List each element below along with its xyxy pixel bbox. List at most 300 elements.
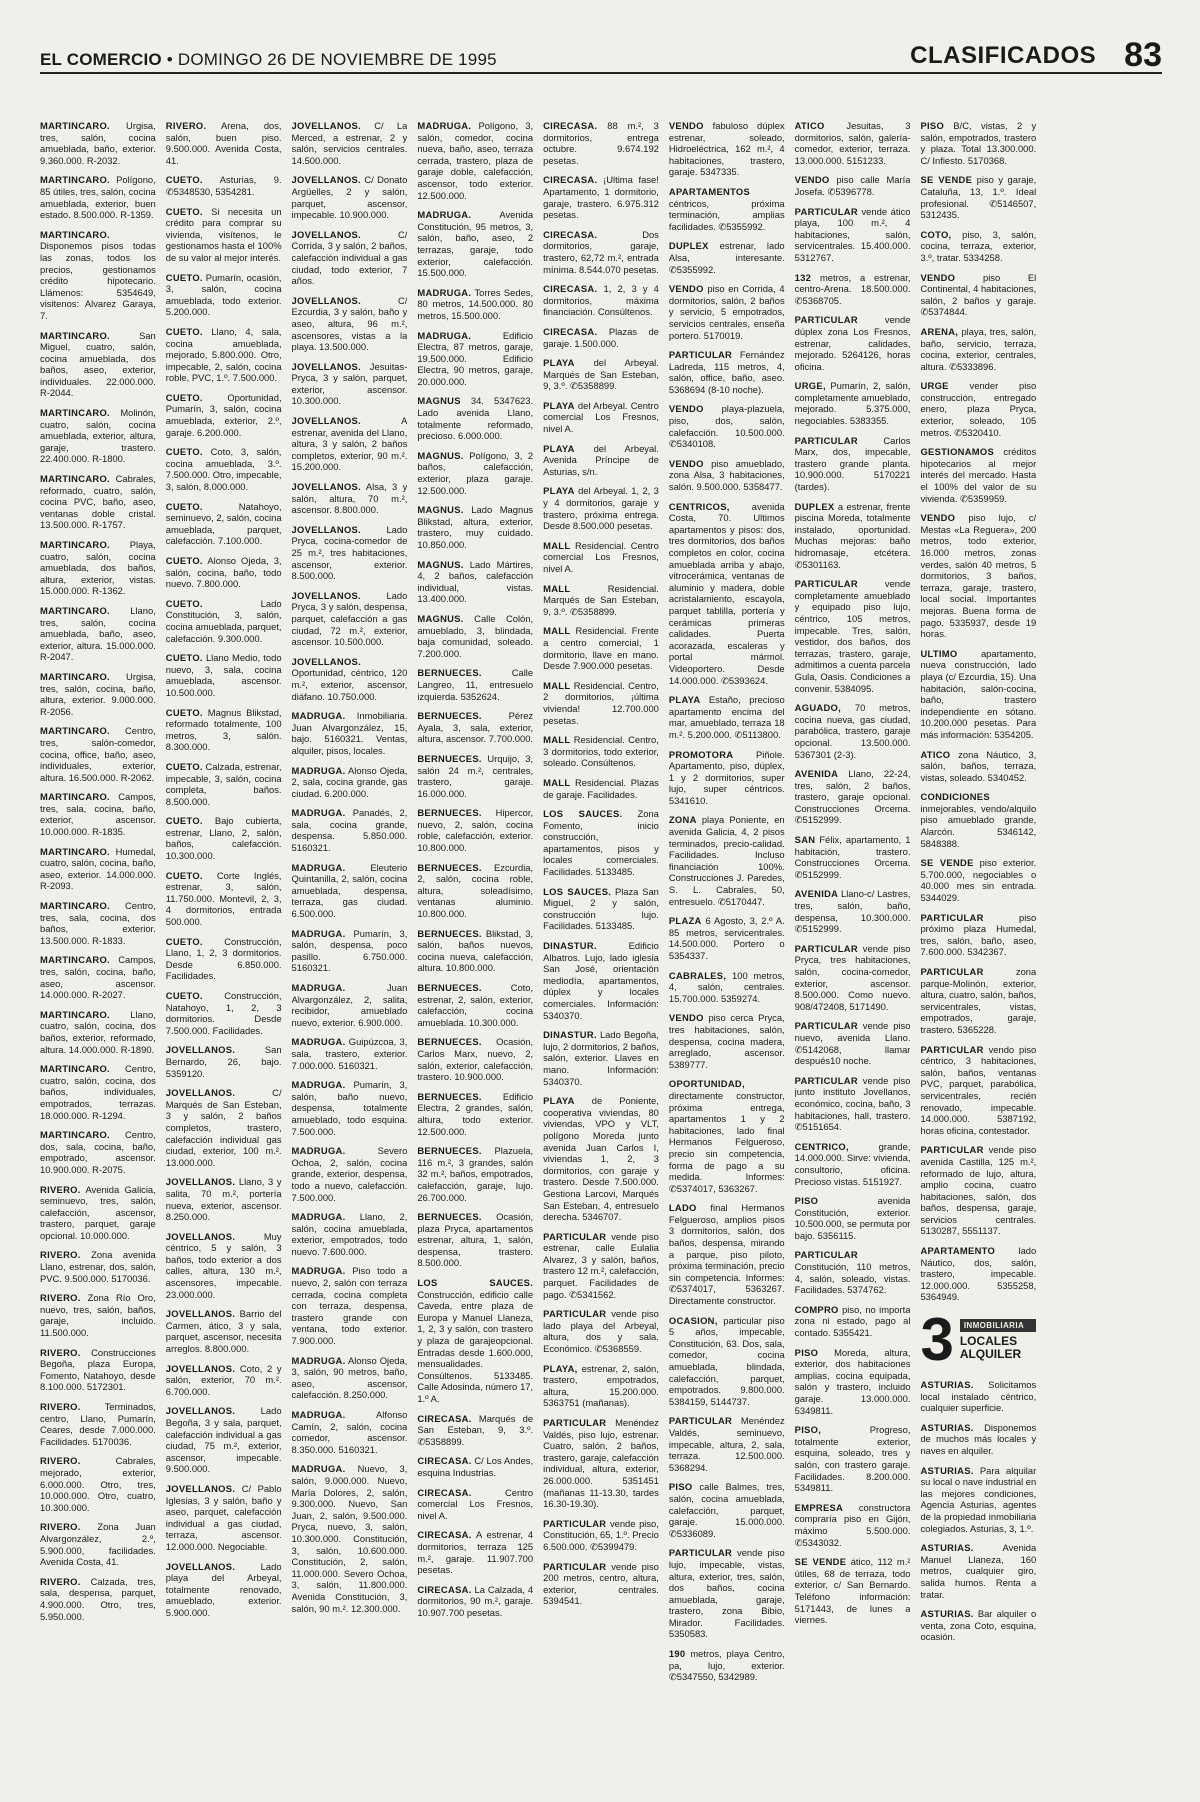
- ad-text: Pumarín, 3, salón, baño nuevo, despensa, totalmente amueblado, todo esquina. 7.500.000.: [291, 1079, 408, 1137]
- ad-keyword: SE VENDE: [920, 857, 974, 869]
- ad-keyword: ASTURIAS.: [920, 1542, 974, 1554]
- classified-ad: [669, 1315, 785, 1408]
- classified-ad: [920, 326, 1036, 372]
- classified-ad: [417, 982, 533, 1028]
- ad-keyword: CABRALES,: [668, 969, 727, 981]
- ad-text: San Bernardo, 26, bajo. 5359120.: [165, 1044, 282, 1079]
- ad-keyword: MAGNUS.: [417, 504, 464, 516]
- classified-ad: [920, 174, 1036, 220]
- classified-ad: [417, 287, 533, 322]
- ad-text: Residencial. Centro, 3 dormitorios, todo exterior, soleado. Consúltenos.: [543, 734, 659, 769]
- classified-ad: [292, 120, 408, 166]
- ad-text: Alfonso Camín, 2, salón, cocina comedor, ascensor. 8.350.000. 5160321.: [291, 1409, 408, 1455]
- classified-ad: [166, 870, 282, 928]
- ad-keyword: MARTINCARO.: [40, 954, 110, 966]
- ad-keyword: JOVELLANOS.: [165, 1308, 236, 1320]
- ad-keyword: CUETO.: [165, 271, 203, 283]
- ad-keyword: LADO: [668, 1202, 697, 1214]
- ad-text: Bajo cubierta, estrenar, Llano, 2, salón, baños, calefacción. 10.300.000.: [165, 815, 282, 862]
- ad-keyword: PARTICULAR: [920, 1043, 984, 1055]
- classified-ad: [920, 272, 1036, 318]
- section-title: CLASIFICADOS: [910, 42, 1097, 69]
- ad-text: piso en Corrida, 4 dormitorios, salón, 2 baños y servicio, 5 empotrados, servicios centrales, enseña portero. 5170019.: [668, 283, 785, 341]
- classified-ad: [795, 1502, 911, 1548]
- column-8: [920, 120, 1036, 1782]
- ad-text: Dos dormitorios, garaje, trastero, 62,72 m.², entrada mínima. 8.544.070 pesetas.: [543, 228, 659, 275]
- ad-keyword: PARTICULAR: [920, 911, 984, 923]
- ad-text: ático, 112 m.² útiles, 68 de terraza, todo exterior, c/ San Bernardo. Teléfono información: 5171443, de lunes a viernes.: [794, 1556, 911, 1626]
- ad-keyword: JOVELLANOS.: [165, 1362, 236, 1374]
- ad-text: C/ Ezcurdia, 3 y salón, baño y aseo, altura, 96 m.², ascensores, vistas a la playa. 13.500.000.: [291, 294, 408, 353]
- classified-ad: [920, 1144, 1036, 1237]
- ad-keyword: LOS SAUCES.: [417, 1277, 534, 1289]
- classified-ad: [166, 392, 282, 438]
- classified-ad: [292, 524, 408, 582]
- ad-text: metros, playa Centro, pa, lujo, exterior. ✆5347550, 5342989.: [668, 1648, 785, 1683]
- ad-keyword: MALL: [543, 625, 571, 637]
- ad-text: Residencial. Frente a centro comercial, 1 dormitorio, llave en mano. Desde 7.900.000 pesetas.: [543, 625, 659, 672]
- ad-keyword: JOVELLANOS.: [291, 174, 362, 186]
- ad-keyword: RIVERO.: [165, 120, 207, 131]
- ad-keyword: MARTINCARO.: [40, 228, 110, 240]
- classified-ad: [40, 1249, 156, 1284]
- issue-date: DOMINGO 26 DE NOVIEMBRE DE 1995: [177, 50, 497, 69]
- classified-ad: [795, 1556, 911, 1626]
- ad-keyword: JOVELLANOS.: [291, 655, 362, 667]
- ad-text: Disponemos de muchos más locales y naves en alquiler.: [920, 1421, 1037, 1456]
- classified-ad: [543, 229, 659, 275]
- ad-keyword: MADRUGA.: [291, 1145, 346, 1157]
- ad-keyword: LOS SAUCES.: [543, 885, 612, 897]
- ad-text: vende dúplex zona Los Fresnos, estrenar, calidades, mejorado. 5264126, horas oficina.: [794, 314, 911, 372]
- ad-keyword: ATICO: [920, 748, 951, 760]
- ad-keyword: MADRUGA.: [291, 982, 346, 993]
- ad-text: playa, tres, salón, baño, servicio, terraza, cocina, exterior, centrales, altura. ✆5333896.: [920, 325, 1037, 372]
- ad-keyword: MARTINCARO.: [40, 473, 110, 485]
- classified-ad: [40, 1184, 156, 1242]
- ad-text: Alonso Ojeda, 3, salón, cocina, baño, todo nuevo. 7.800.000.: [165, 555, 282, 590]
- ad-keyword: CUETO.: [165, 652, 203, 664]
- ad-keyword: PISO: [668, 1481, 693, 1493]
- classified-ad: [40, 1063, 156, 1121]
- classified-ad: [543, 1417, 659, 1510]
- ad-text: Menéndez Valdés, piso lujo, estrenar. Cuatro, salón, 2 baños, trastero, garaje, calefacción individual, altura, exterior, 26.000.000. 5351451 (mañanas 11-13.30, tardes 16.30-19.30).: [543, 1417, 659, 1510]
- ad-text: del Arbeyal. Marqués de San Esteban, 9, 3.º. ✆5358899.: [543, 357, 659, 392]
- ad-text: Calle Langreo, 11, entresuelo izquierda. 5352624.: [417, 667, 534, 702]
- classified-ad: [417, 710, 533, 745]
- ad-text: Blikstad, 3, salón, baños nuevos, cocina nueva, calefacción, altura. 10.800.000.: [417, 927, 534, 974]
- ad-text: Bar alquiler o venta, zona Coto, esquina, ocasión.: [920, 1608, 1037, 1643]
- ad-text: Construcción, edificio calle Caveda, entre plaza de Europa y Manuel Llaneza, 1, 2, 3 y salón, con trastero y plaza de garajeopcional. Entradas desde 1.600.000, mensualidades. Consúltenos. 5133485. Calle Adosinda, número 17, 1.º A.: [417, 1288, 534, 1404]
- ad-text: Construcción, Natahoyo, 1, 2, 3 dormitorios. Desde 7.500.000. Facilidades.: [165, 990, 282, 1036]
- ad-keyword: PARTICULAR: [543, 1230, 607, 1242]
- ad-keyword: VENDO: [668, 403, 704, 415]
- ad-text: Llano, 2, salón, cocina amueblada, exterior, empotrados, todo nuevo. 7.600.000.: [291, 1211, 408, 1257]
- classified-ad: [166, 120, 282, 166]
- ad-text: 100 metros, 4, salón, centrales. 15.700.000. 5359274.: [668, 969, 785, 1004]
- classified-ad: [795, 501, 911, 571]
- classified-ad: [795, 1020, 911, 1066]
- ad-text: Lado playa del Arbeyal, totalmente renovado, amueblado, exterior. 5.900.000.: [165, 1560, 282, 1618]
- ad-text: 88 m.², 3 dormitorios, entrega octubre. 9.674.192 pesetas.: [543, 120, 659, 166]
- bullet: •: [166, 50, 173, 69]
- classified-ad: [920, 512, 1036, 640]
- ad-text: Calle Colón, amueblado, 3, blindada, baja comunidad, soleado. 7.200.000.: [417, 612, 534, 659]
- ad-keyword: VENDO: [920, 512, 956, 524]
- classified-ad: [795, 768, 911, 826]
- ad-keyword: GESTIONAMOS: [920, 446, 995, 458]
- classified-ad: [417, 1584, 533, 1619]
- ad-text: ¡Ultima fase! Apartamento, 1 dormitorio, garaje, trastero. 6.975.312 pesetas.: [543, 174, 659, 221]
- classified-ad: [292, 481, 408, 516]
- ad-text: C/ Los Andes, esquina Industrias.: [417, 1455, 534, 1478]
- ad-keyword: PLAYA: [543, 1095, 575, 1107]
- ad-text: Residencial. Centro comercial Los Fresnos, nivel A.: [543, 539, 659, 574]
- section-banner: [920, 1306, 1036, 1374]
- ad-text: vende piso, Constitución, 65, 1.º. Precio 6.500.000. ✆5399479.: [543, 1517, 659, 1552]
- classified-ad: [417, 807, 533, 853]
- classified-ad: [40, 1455, 156, 1513]
- ad-keyword: RIVERO.: [40, 1575, 81, 1587]
- ad-text: vende piso lado playa del Arbeyal, altura, dos y sala. Económico. ✆5368559.: [543, 1308, 659, 1355]
- ad-text: zona Náutico, 3, salón, baños, terraza, vistas, soleado. 5340452.: [920, 748, 1037, 783]
- ad-text: Constitución, 110 metros, 4, salón, soleado, vistas. Facilidades. 5374762.: [794, 1261, 911, 1296]
- ad-keyword: MADRUGA.: [291, 1036, 346, 1048]
- classified-ad: [920, 229, 1036, 264]
- classified-ad: [920, 1608, 1036, 1643]
- classified-ad: [543, 734, 659, 769]
- classified-ad: [795, 314, 911, 372]
- classified-ad: [166, 1561, 282, 1619]
- classified-ad: [292, 1036, 408, 1071]
- classified-ad: [543, 777, 659, 800]
- classified-ad: [543, 443, 659, 478]
- ad-keyword: RIVERO.: [40, 1401, 81, 1412]
- classified-ad: [543, 1561, 659, 1607]
- ad-text: de Poniente, cooperativa viviendas, 80 viviendas, VPO y VLT, polígono Moreda junto avenida Juan Carlos I, viviendas 1, 2, 3 dormitorios, con garaje y trastero. Desde 7.500.000. Gestiona Larcovi, Marqués San Esteban, 4, entresuelo derecha. 5346707.: [543, 1095, 659, 1223]
- ad-text: Lado Begoña, 3 y sala, parquet, calefacción individual a gas ciudad, 75 m.², exterior, ascensor, impecable. 9.500.000.: [165, 1405, 282, 1475]
- classified-ad: [669, 749, 785, 807]
- ad-keyword: MADRUGA.: [417, 329, 472, 341]
- ad-keyword: PARTICULAR: [668, 349, 733, 361]
- classified-ad: [166, 1176, 282, 1222]
- ad-text: San Miguel, cuatro, salón, cocina amueblada, dos baños, aseo, exterior, individuales. 22.000.000. R-2044.: [40, 329, 156, 399]
- classified-ad: [543, 326, 659, 349]
- column-4: [417, 120, 533, 1782]
- ad-keyword: MARTINCARO.: [40, 407, 110, 419]
- ad-text: vender piso construcción, entregado enero, plaza Pryca, exterior, soleado, 105 metros. ✆5320410.: [920, 380, 1037, 438]
- classified-ad: [920, 912, 1036, 958]
- ad-keyword: SE VENDE: [920, 174, 973, 186]
- ad-text: Polígono, 85 útiles, tres, salón, cocina amueblada, exterior, buen estado. 8.500.000. R-1359.: [40, 174, 156, 221]
- ad-keyword: PARTICULAR: [543, 1560, 607, 1572]
- ad-text: avenida Costa, 70. Ultimos apartamentos y pisos: dos, tres dormitorios, dos baños completos en color, cocina amueblada arriba y abajo, vitrocerámica, ventanas de aluminio y madera, doble acristalamiento, escayola, parquet tablilla, portería y cerámicas primeras calidades. Puerta acorazada, escaleras y portal mármol. Videoportero. Desde 14.000.000. ✆5393624.: [668, 500, 785, 686]
- classified-ad: [795, 1424, 911, 1494]
- classified-ad: [920, 857, 1036, 903]
- ad-keyword: CIRECASA.: [417, 1486, 472, 1498]
- ad-keyword: MARTINCARO.: [40, 1063, 110, 1075]
- ad-keyword: OPORTUNIDAD,: [668, 1078, 745, 1090]
- classified-ad: [543, 583, 659, 618]
- ad-text: Edificio Electra, 2 grandes, salón, altura, todo exterior. 12.500.000.: [417, 1090, 534, 1137]
- ad-text: Llano, 4, sala, cocina amueblada, mejorado, 5.800.000. Otro, impecable, 2, salón, cocina roble, PVC, 1.º. 7.500.000.: [165, 325, 282, 384]
- ad-text: Lado Magnus Blikstad, altura, exterior, trastero, muy cuidado. 10.850.000.: [417, 504, 534, 550]
- ad-text: playa-plazuela, piso, dos, salón, calefacción. 10.500.000. ✆5340108.: [668, 403, 785, 450]
- ad-keyword: ARENA,: [920, 325, 959, 337]
- classified-ad: [795, 1141, 911, 1187]
- ad-keyword: DUPLEX: [668, 240, 709, 252]
- ad-keyword: MADRUGA.: [291, 1409, 346, 1420]
- ad-keyword: PARTICULAR: [794, 434, 858, 446]
- ad-text: Pérez Ayala, 3, sala, exterior, altura, ascensor. 7.700.000.: [417, 710, 534, 745]
- ad-keyword: VENDO: [668, 120, 704, 131]
- ad-text: particular piso 5 años, impecable, Constitución, 63. Dos, sala, comedor, cocina amueblada, blindada, calefacción, parquet, empotrados. 9.800.000. 5384159, 5144737.: [668, 1314, 785, 1407]
- ad-keyword: ASTURIAS.: [920, 1379, 974, 1391]
- ad-keyword: JOVELLANOS.: [165, 1560, 236, 1572]
- classified-ad: [543, 1308, 659, 1354]
- ad-text: Arena, dos, salón, buen piso. 9.500.000. Avenida Costa, 41.: [165, 120, 282, 166]
- classified-ad: [292, 710, 408, 756]
- ad-text: 6 Agosto, 3, 2.º A. 85 metros, servicentrales. 14.500.000. Portero o 5354337.: [668, 915, 785, 961]
- classified-ad: [920, 648, 1036, 741]
- ad-keyword: PLAZA: [668, 915, 702, 927]
- column-7: [795, 120, 911, 1782]
- banner-number: 3: [920, 1306, 954, 1374]
- ad-text: Ezcurdia, 2, salón, cocina roble, altura, soleadísimo, ventanas aluminio. 10.800.000.: [417, 861, 534, 920]
- ad-text: Ocasión, Carlos Marx, nuevo, 2, salón, exterior, calefacción, trastero. 10.900.000.: [417, 1036, 534, 1083]
- classified-ad: [40, 330, 156, 400]
- ad-text: vende piso junto instituto Jovellanos, económico, cocina, baño, 3 habitaciones, hall, trastero. ✆5151654.: [794, 1074, 911, 1133]
- ad-keyword: COTO,: [920, 228, 952, 240]
- classified-ad: [795, 1347, 911, 1417]
- classified-ad: [292, 1463, 408, 1614]
- classified-ad: [40, 791, 156, 837]
- ad-keyword: SAN: [794, 834, 816, 846]
- ad-text: Progreso, totalmente exterior, esquina, soleado, tres y salón, con trastero garaje. Facilidades. 8.200.000. 5349811.: [794, 1424, 911, 1494]
- classified-ad: [417, 1211, 533, 1269]
- ad-keyword: CUETO.: [165, 446, 203, 458]
- ad-text: C/ Marqués de San Esteban, 3 y salón, 2 baños completos, trastero, calefacción individual gas ciudad, exterior, 100 m.². 13.000.000.: [165, 1087, 282, 1168]
- ad-keyword: AGUADO,: [794, 702, 842, 714]
- ad-keyword: ATICO: [794, 120, 825, 131]
- classified-ad: [920, 1245, 1036, 1303]
- ad-keyword: PARTICULAR: [920, 1144, 984, 1156]
- classified-ad: [543, 540, 659, 575]
- ad-text: A estrenar, avenida del Llano, altura, 3 y salón, 2 baños completos, exterior, 90 m.². 15.200.000.: [291, 415, 408, 473]
- ad-text: Inmobiliaria. Juan Alvargonzález, 15, bajo. 5160321. Ventas, alquiler, pisos, locales.: [291, 710, 408, 756]
- classified-ad: [40, 174, 156, 220]
- ad-text: Humedal, cuatro, salón, cocina, baño, aseo, exterior. 14.000.000. R-2093.: [40, 845, 156, 892]
- column-5: [543, 120, 659, 1782]
- ad-keyword: JOVELLANOS.: [291, 294, 362, 306]
- ad-keyword: MARTINCARO.: [40, 725, 110, 737]
- ad-text: calle Balmes, tres, salón, cocina amueblada, calefacción, parquet, garaje. 15.000.000. ✆5336089.: [668, 1481, 785, 1539]
- classified-ad: [417, 395, 533, 441]
- ad-keyword: RIVERO.: [40, 1455, 81, 1467]
- ad-text: Campos, tres, sala, cocina, baño, exterior, ascensor. 10.000.000. R-1835.: [40, 791, 156, 838]
- ad-keyword: ZONA: [668, 814, 697, 826]
- classified-ad: [669, 970, 785, 1005]
- ad-text: Cabrales, reformado, cuatro, salón, cocina PVC, baño, aseo, ventanas doble cristal. 13.500.000. R-1757.: [40, 473, 156, 531]
- classified-ad: [417, 450, 533, 496]
- classified-ad: [920, 380, 1036, 438]
- ad-keyword: JOVELLANOS.: [165, 1230, 236, 1242]
- ad-text: Menéndez Valdés, seminuevo, impecable, altura, 2, sala, terraza. 12.500.000. 5368294.: [668, 1415, 785, 1473]
- ad-keyword: PARTICULAR: [920, 966, 984, 977]
- ad-keyword: PLAYA: [543, 399, 575, 411]
- classified-ad: [920, 1379, 1036, 1414]
- ad-keyword: CIRECASA.: [543, 283, 598, 295]
- classified-ad: [292, 807, 408, 853]
- ad-text: Calzada, tres, sala, despensa, parquet, 4.900.000. Otro, tres, 5.950.000.: [40, 1575, 156, 1622]
- classified-ad: [40, 1347, 156, 1393]
- ad-keyword: MAGNUS.: [417, 612, 464, 624]
- classified-ad: [543, 625, 659, 671]
- classified-ad: [543, 283, 659, 318]
- classified-ad: [543, 1363, 659, 1409]
- ad-keyword: CUETO.: [165, 205, 203, 217]
- ad-text: Piso todo a nuevo, 2, salón con terraza cerrada, cocina completa con terraza, despensa, trastero grande con ventana, todo exterior. 7.900.000.: [291, 1265, 408, 1347]
- ad-keyword: APARTAMENTO: [920, 1245, 996, 1257]
- classified-ad: [40, 1292, 156, 1338]
- ad-text: Panadés, 2, sala, cocina grande, despensa. 5.850.000. 5160321.: [291, 807, 408, 854]
- classified-ad: [292, 1211, 408, 1257]
- classified-ad: [543, 357, 659, 392]
- ad-text: Centro, tres, sala, cocina, dos baños, exterior. 13.500.000. R-1833.: [40, 900, 156, 946]
- ad-text: directamente constructor, próxima entrega, apartamentos 1 y 2 habitaciones, lado final Hermanos Felgueroso, precio sin competencia, forma de pago a su medida. Informes: ✆5374017, 5363267.: [668, 1089, 785, 1194]
- ad-text: Alonso Ojeda, 3, salón, 90 metros, baño, aseo, ascensor, calefacción. 8.250.000.: [291, 1354, 408, 1401]
- ad-keyword: CONDICIONES: [920, 791, 990, 803]
- ad-keyword: BERNUECES.: [417, 1211, 482, 1223]
- classified-ad: [292, 1409, 408, 1455]
- classified-ad: [795, 943, 911, 1013]
- classified-ad: [40, 605, 156, 663]
- ad-keyword: PLAYA: [543, 485, 575, 497]
- ad-text: vende piso lujo, impecable, vistas, altura, exterior, tres, salón, dos baños, cocina amueblada, garaje, trastero, zona Bibio, Mirador. Facilidades. 5350583.: [668, 1547, 785, 1640]
- classified-ad: [669, 1415, 785, 1473]
- ad-keyword: VENDO: [668, 457, 704, 469]
- ad-text: metros, a estrenar, centro-Arena. 18.500.000. ✆5368705.: [794, 271, 911, 306]
- ad-text: C/ La Merced, a estrenar, 2 y salón, servicios centrales. 14.500.000.: [291, 120, 408, 166]
- ad-keyword: VENDO: [794, 174, 830, 186]
- classified-ad: [795, 435, 911, 493]
- ad-keyword: CIRECASA.: [417, 1412, 472, 1424]
- classified-ad: [795, 578, 911, 694]
- classified-ad: [795, 1249, 911, 1295]
- ad-text: Residencial. Plazas de garaje. Facilidades.: [543, 776, 659, 800]
- publication-name: EL COMERCIO: [40, 50, 162, 69]
- ad-keyword: URGE: [920, 380, 949, 392]
- ad-text: Asturias, 9. ✆5348530, 5354281.: [165, 174, 282, 197]
- classified-ad: [669, 1012, 785, 1070]
- ad-keyword: PISO: [794, 1346, 819, 1358]
- ad-text: piso y garaje, Cataluña, 13, 1.º. Ideal profesional. ✆5146507, 5312435.: [920, 174, 1037, 221]
- ad-text: Avenida Manuel Llaneza, 160 metros, cualquier giro, salida humos. Renta a tratar.: [920, 1542, 1037, 1600]
- ad-text: Torres Sedes, 80 metros, 14.500.000. 80 metros, 15.500.000.: [417, 286, 534, 321]
- ad-keyword: MARTINCARO.: [40, 1129, 110, 1141]
- classified-ad: [166, 761, 282, 807]
- classified-ad: [543, 1029, 659, 1087]
- classified-ad: [920, 791, 1036, 849]
- ad-keyword: JOVELLANOS.: [165, 1176, 236, 1188]
- ad-text: Plaza San Miguel, 2 y salón, construcción lujo. Facilidades. 5133485.: [543, 885, 659, 932]
- ad-text: Fernández Ladreda, 115 metros, 4, salón, office, baño, aseo. 5368694 (8-10 noche).: [668, 349, 785, 395]
- classified-ad: [669, 240, 785, 275]
- ad-keyword: JOVELLANOS.: [165, 1405, 236, 1417]
- ad-text: Polígono, 3, salón, comedor, cocina nueva, baño, aseo, terraza cerrada, trastero, plaza de garaje doble, calefacción, ascensor, todo exterior. 12.500.000.: [417, 120, 534, 201]
- ad-keyword: MADRUGA.: [417, 120, 472, 131]
- classified-ad: [417, 667, 533, 702]
- ad-text: grande, 14.000.000. Sirve: vivienda, consultorio, oficina. Precioso vistas. 5151927.: [794, 1140, 911, 1187]
- ad-keyword: CIRECASA.: [417, 1529, 472, 1541]
- ad-text: piso calle María Josefa. ✆5396778.: [794, 174, 911, 197]
- ad-text: Lado Pryca, 3 y salón, despensa, parquet, calefacción a gas ciudad, 72 m.², exterior, ascensor. 10.500.000.: [291, 589, 408, 648]
- classified-ad: [417, 120, 533, 201]
- classified-ad: [795, 272, 911, 307]
- ad-text: piso exterior. 5.700.000, negociables o 40.000 mes sin entrada. 5344029.: [920, 857, 1037, 904]
- ad-keyword: JOVELLANOS.: [165, 1482, 236, 1494]
- ad-text: Pumarín, ocasión, 3, salón, cocina amueblada, todo exterior. 5.200.000.: [165, 271, 282, 318]
- ad-keyword: PARTICULAR: [794, 942, 858, 954]
- ad-text: Centro, dos, sala, cocina, baño, empotrado, ascensor. 10.900.000. R-2075.: [40, 1129, 156, 1175]
- ad-keyword: JOVELLANOS.: [165, 1044, 236, 1056]
- classified-ad: [795, 1304, 911, 1339]
- ad-text: Para alquilar su local o nave industrial en las mejores condiciones, Agencia Asturias, agentes de la propiedad inmobiliaria colegiados. Asturias, 3, 1.º.: [920, 1464, 1037, 1534]
- classified-ad: [40, 473, 156, 531]
- ad-text: apartamento, nueva construcción, lado playa (c/ Ezcurdia, 15). Una habitación, salón-cocina, baño, trastero independiente en sótano. 10.200.000 pesetas. Para más información: 5354205.: [920, 647, 1037, 740]
- ad-keyword: RIVERO.: [40, 1521, 81, 1533]
- ad-text: piso amueblado, zona Alsa, 3 habitaciones, salón. 9.500.000. 5358477.: [668, 457, 785, 493]
- ad-text: Hipercor, nuevo, 2, salón, cocina roble, calefacción, exterior. 10.800.000.: [417, 807, 534, 854]
- ad-keyword: RIVERO.: [40, 1183, 81, 1195]
- ad-text: 34. 5347623. Lado avenida Llano, totalmente reformado, precioso. 6.000.000.: [417, 395, 534, 442]
- ad-keyword: MARTINCARO.: [40, 900, 110, 912]
- ad-keyword: PARTICULAR: [543, 1517, 607, 1529]
- ad-text: Molinón, cuatro, salón, cocina amueblada, exterior, altura, garaje, trastero. 22.400.000. R-1800.: [40, 407, 156, 465]
- ad-text: Coto, 3, salón, cocina amueblada, 3.º. 7.500.000. Otro, impecable, 3, salón, 8.000.000.: [165, 446, 282, 493]
- ad-keyword: MALL: [543, 734, 571, 746]
- classified-ad: [166, 272, 282, 318]
- ad-text: piso cerca Pryca, tres habitaciones, salón, despensa, cocina madera, arreglado, ascensor. 5389777.: [668, 1012, 785, 1070]
- ad-keyword: BERNUECES.: [417, 982, 482, 993]
- ad-text: Lado Begoña, lujo, 2 dormitorios, 2 baños, salón, exterior. Llaves en mano. Información: 5340370.: [543, 1029, 659, 1087]
- classified-ad: [40, 407, 156, 465]
- ad-keyword: MARTINCARO.: [40, 670, 110, 682]
- classified-ad: [417, 209, 533, 279]
- ad-text: Carlos Marx, dos, impecable, trastero grande planta. 10.900.000. 5170221 (tardes).: [794, 434, 911, 493]
- ad-keyword: MADRUGA.: [291, 861, 346, 873]
- classified-ad: [40, 1129, 156, 1175]
- ad-keyword: VENDO: [668, 283, 704, 295]
- classified-ad: [795, 1195, 911, 1241]
- classified-ad: [40, 1576, 156, 1622]
- classified-ad: [292, 295, 408, 353]
- ad-keyword: CENTRICO,: [794, 1140, 849, 1152]
- ad-keyword: BERNUECES.: [417, 710, 482, 722]
- ad-keyword: MARTINCARO.: [40, 120, 110, 131]
- ad-text: Edificio Albatros. Lujo, lado iglesia San José, orientación mediodía, apartamentos, dúplex y locales comerciales. Información: 5340370.: [543, 940, 659, 1021]
- classified-ad: [40, 846, 156, 892]
- ad-keyword: CIRECASA.: [417, 1583, 472, 1595]
- classified-ad: [417, 559, 533, 605]
- classified-ad: [795, 702, 911, 760]
- ad-keyword: CUETO.: [165, 325, 203, 337]
- ad-text: Eleuterio Quintanilla, 2, salón, cocina amueblada, despensa, terraza, gas ciudad. 6.500.000.: [291, 861, 408, 920]
- ad-text: vende piso Pryca, tres habitaciones, salón, cocina-comedor, exterior, ascensor. 8.500.000. Como nuevo. 908/472408, 5171490.: [794, 942, 911, 1012]
- ad-text: Pumarín, 2, salón, completamente amueblado, mejorado. 5.375.000, negociables. 5383355.: [794, 380, 911, 427]
- ad-keyword: ULTIMO: [920, 647, 958, 659]
- ad-keyword: PARTICULAR: [794, 314, 858, 326]
